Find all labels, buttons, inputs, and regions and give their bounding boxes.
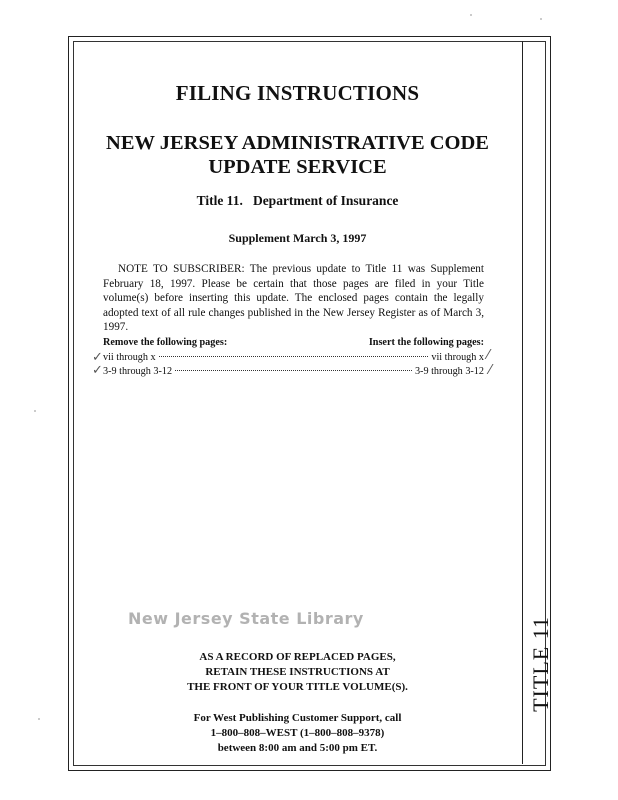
page-row: [103, 352, 484, 363]
support-line: 1–800–808–WEST (1–800–808–9378): [210, 727, 385, 739]
checkmark-icon: ⁄: [489, 363, 492, 378]
checkmark-icon: ✓: [92, 350, 103, 365]
scan-speck: [34, 410, 36, 412]
scan-speck: [38, 718, 40, 720]
scan-speck: [540, 18, 542, 20]
supplement-date: Supplement March 3, 1997: [228, 231, 367, 245]
insert-header: Insert the following pages:: [368, 337, 484, 348]
remove-header: Remove the following pages:: [103, 337, 228, 348]
title-department: [73, 193, 522, 209]
remove-pages: vii through x: [103, 352, 156, 363]
insert-pages: 3-9 through 3-12: [414, 366, 484, 377]
checkmark-icon: ✓: [92, 363, 103, 378]
title-tab-label: TITLE 11: [528, 616, 553, 712]
record-instructions: [73, 650, 522, 695]
code-title: [73, 131, 522, 179]
record-line: AS A RECORD OF REPLACED PAGES,: [199, 651, 396, 663]
leader-dots: [175, 370, 412, 371]
checkmark-icon: ⁄: [487, 348, 490, 363]
scan-speck: [470, 14, 472, 16]
record-line: RETAIN THESE INSTRUCTIONS AT: [205, 666, 390, 678]
title-department-text: Title 11. Department of Insurance: [196, 193, 399, 208]
leader-dots: [159, 356, 429, 357]
tab-divider-line: [522, 41, 523, 764]
page-list-header: [103, 337, 484, 348]
page-row: [103, 366, 484, 377]
record-line: THE FRONT OF YOUR TITLE VOLUME(S).: [187, 681, 408, 693]
library-stamp: New Jersey State Library: [128, 609, 364, 628]
support-line: between 8:00 am and 5:00 pm ET.: [217, 742, 378, 754]
insert-pages: vii through x: [431, 352, 484, 363]
support-line: For West Publishing Customer Support, call: [193, 712, 402, 724]
customer-support: [73, 711, 522, 756]
code-title-line-2: UPDATE SERVICE: [208, 156, 387, 178]
subscriber-note: NOTE TO SUBSCRIBER: The previous update to Title 11 was Supplement February 18, 1997. Please be certain that those pages are filed in your Title volume(s) before inserting this update. The enclosed pages contain the legally adopted text of all rule changes published in the New Jersey Register as of March 3, 1997.: [103, 263, 484, 334]
code-title-line-1: NEW JERSEY ADMINISTRATIVE CODE: [106, 132, 489, 154]
remove-pages: 3-9 through 3-12: [103, 366, 173, 377]
filing-instructions-heading: FILING INSTRUCTIONS: [175, 81, 420, 105]
